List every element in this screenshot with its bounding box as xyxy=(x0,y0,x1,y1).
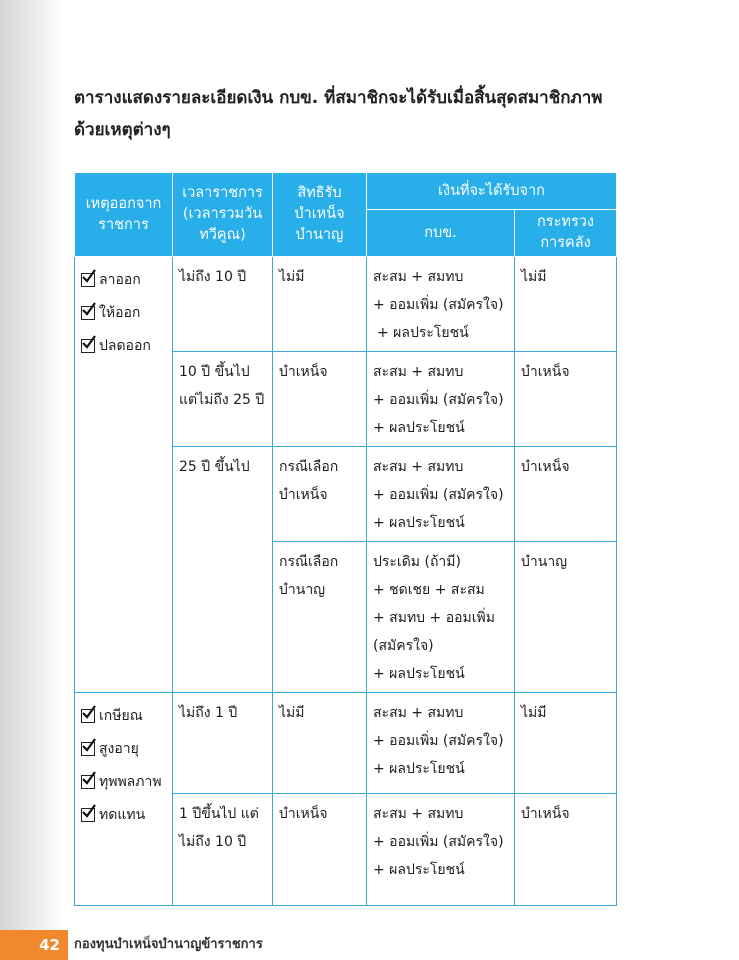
list-item: เกษียณ xyxy=(81,699,168,732)
cell-right: ไม่มี xyxy=(273,693,367,794)
checkbox-checked-icon xyxy=(81,709,95,723)
cell-right: กรณีเลือก บำนาญ xyxy=(273,542,367,693)
list-item: ให้ออก xyxy=(81,296,168,329)
checkbox-checked-icon xyxy=(81,339,95,353)
cell-right: บำเหน็จ xyxy=(273,794,367,906)
checkbox-checked-icon xyxy=(81,775,95,789)
cell-ministry: ไม่มี xyxy=(515,257,617,352)
list-item: สูงอายุ xyxy=(81,732,168,765)
page-number: 42 xyxy=(0,930,68,960)
cell-gpf: สะสม + สมทบ + ออมเพิ่ม (สมัครใจ) + ผลประโยชน์ xyxy=(367,257,515,352)
heading-line-2: ด้วยเหตุต่างๆ xyxy=(74,120,171,140)
cell-service: 25 ปี ขึ้นไป xyxy=(173,447,273,693)
list-item: ลาออก xyxy=(81,263,168,296)
header-reason: เหตุออกจาก ราชการ xyxy=(75,173,173,257)
checkbox-checked-icon xyxy=(81,808,95,822)
list-item: ทดแทน xyxy=(81,798,168,831)
cell-right: บำเหน็จ xyxy=(273,352,367,447)
cell-ministry: บำเหน็จ xyxy=(515,352,617,447)
cell-right: ไม่มี xyxy=(273,257,367,352)
checkbox-checked-icon xyxy=(81,306,95,320)
list-item: ปลดออก xyxy=(81,329,168,362)
page-heading xyxy=(74,82,674,146)
heading-line-1: ตารางแสดงรายละเอียดเงิน กบข. ที่สมาชิกจะได้รับเมื่อสิ้นสุดสมาชิกภาพ xyxy=(74,88,603,108)
cell-right: กรณีเลือก บำเหน็จ xyxy=(273,447,367,542)
cell-gpf: ประเดิม (ถ้ามี) + ชดเชย + สะสม + สมทบ + ออมเพิ่ม (สมัครใจ) + ผลประโยชน์ xyxy=(367,542,515,693)
checkbox-checked-icon xyxy=(81,742,95,756)
cell-ministry: บำนาญ xyxy=(515,542,617,693)
cell-service: 10 ปี ขึ้นไป แต่ไม่ถึง 25 ปี xyxy=(173,352,273,447)
header-ministry: กระทรวง การคลัง xyxy=(515,210,617,257)
cell-gpf: สะสม + สมทบ + ออมเพิ่ม (สมัครใจ) + ผลประโยชน์ xyxy=(367,447,515,542)
footer-title: กองทุนบำเหน็จบำนาญข้าราชการ xyxy=(74,937,263,952)
benefit-table xyxy=(74,172,617,906)
list-item: ทุพพลภาพ xyxy=(81,765,168,798)
cell-gpf: สะสม + สมทบ + ออมเพิ่ม (สมัครใจ) + ผลประโยชน์ xyxy=(367,693,515,794)
reason-group-resign xyxy=(75,257,173,693)
page-spine-shadow xyxy=(0,0,60,960)
cell-ministry: ไม่มี xyxy=(515,693,617,794)
cell-gpf: สะสม + สมทบ + ออมเพิ่ม (สมัครใจ) + ผลประโยชน์ xyxy=(367,794,515,906)
cell-gpf: สะสม + สมทบ + ออมเพิ่ม (สมัครใจ) + ผลประโยชน์ xyxy=(367,352,515,447)
checkbox-checked-icon xyxy=(81,273,95,287)
cell-ministry: บำเหน็จ xyxy=(515,447,617,542)
cell-ministry: บำเหน็จ xyxy=(515,794,617,906)
header-money-from: เงินที่จะได้รับจาก xyxy=(367,173,617,210)
page-footer xyxy=(0,930,739,960)
header-pension-right: สิทธิรับ บำเหน็จ บำนาญ xyxy=(273,173,367,257)
reason-group-retire xyxy=(75,693,173,906)
header-gpf: กบข. xyxy=(367,210,515,257)
cell-service: ไม่ถึง 10 ปี xyxy=(173,257,273,352)
header-service-time: เวลาราชการ (เวลารวมวัน ทวีคูณ) xyxy=(173,173,273,257)
cell-service: ไม่ถึง 1 ปี xyxy=(173,693,273,794)
cell-service: 1 ปีขึ้นไป แต่ ไม่ถึง 10 ปี xyxy=(173,794,273,906)
